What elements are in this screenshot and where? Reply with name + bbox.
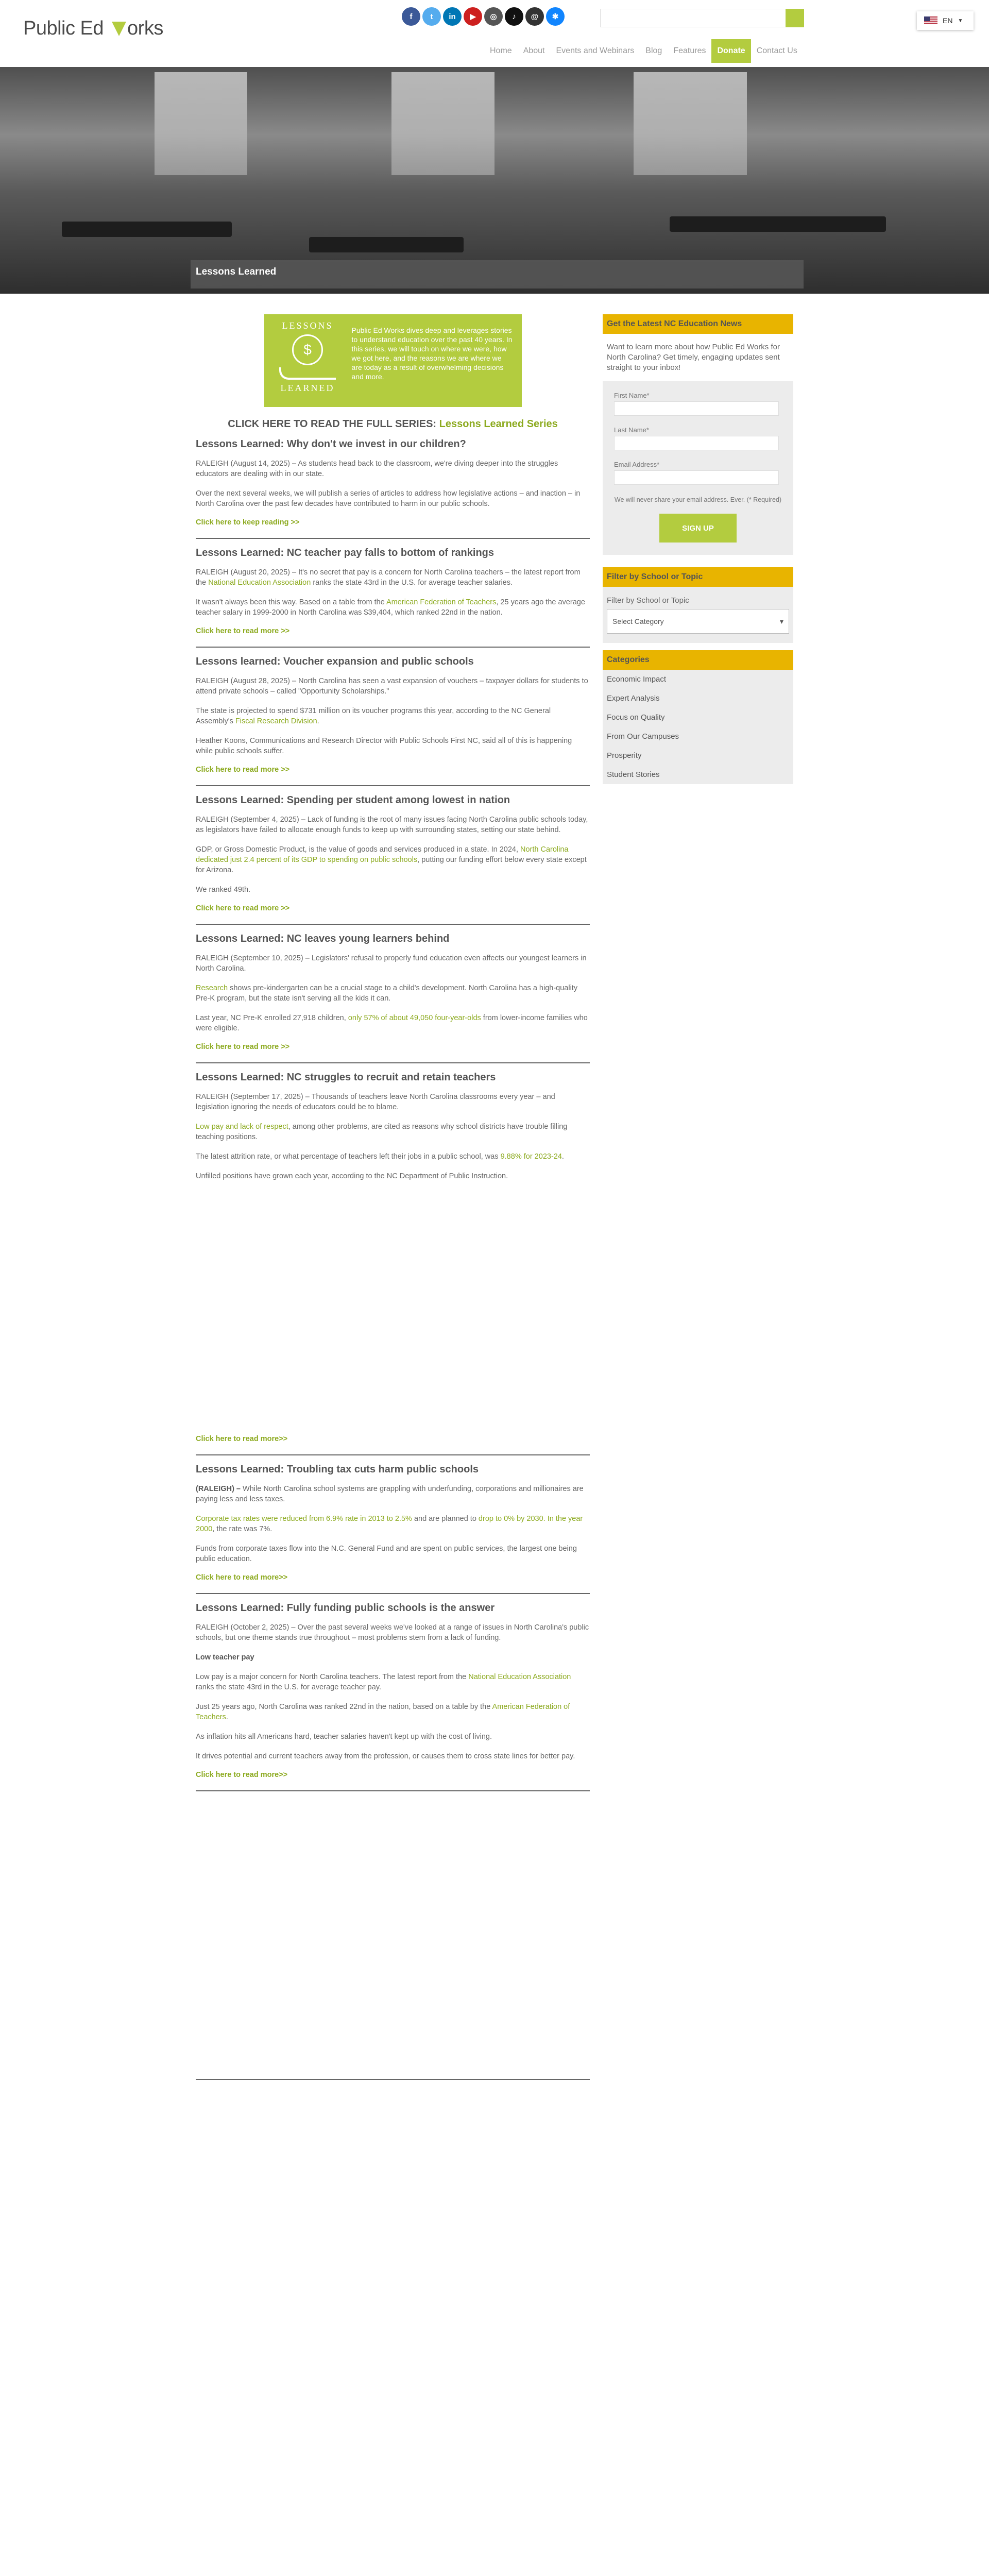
- post-paragraph: [196, 1013, 590, 1033]
- post-paragraph: [196, 1544, 590, 1564]
- email-field[interactable]: [614, 470, 779, 485]
- read-more-link[interactable]: Click here to read more >>: [196, 1043, 290, 1051]
- text-run: Funds from corporate taxes flow into the N.C. General Fund and are spent on public services, the largest one being public education.: [196, 1545, 577, 1563]
- post-paragraph: [196, 953, 590, 974]
- read-more-link[interactable]: Click here to read more >>: [196, 627, 290, 635]
- text-run: shows pre-kindergarten can be a crucial stage to a child's development. North Carolina has a high-quality Pre-K program, but the state isn't serving all the kids it can.: [196, 984, 578, 1003]
- text-run: , 25 years ago the average teacher salary in 1999-2000 in North Carolina was $39,404, which ranked 22nd in the nation.: [196, 598, 585, 617]
- category-item[interactable]: Focus on Quality: [607, 713, 665, 722]
- post-title[interactable]: Lessons Learned: NC teacher pay falls to bottom of rankings: [196, 547, 494, 558]
- full-series-heading: CLICK HERE TO READ THE FULL SERIES: Lessons Learned Series: [228, 418, 558, 430]
- nav-item-contact-us[interactable]: Contact Us: [756, 46, 797, 55]
- post-paragraph: [196, 1151, 590, 1162]
- hero-window: [391, 72, 494, 175]
- tiktok-icon[interactable]: ♪: [505, 7, 523, 26]
- category-item[interactable]: Student Stories: [607, 770, 660, 779]
- inline-link[interactable]: drop to 0% by 2030. In the year 2000: [196, 1515, 583, 1533]
- lessons-learned-seal: LESSONS $ LEARNED: [270, 320, 345, 401]
- post-paragraph: [196, 488, 590, 509]
- post-paragraph: [196, 1652, 590, 1663]
- last-name-label: Last Name*: [614, 426, 649, 434]
- post-paragraph: [196, 567, 590, 588]
- inline-link[interactable]: only 57% of about 49,050 four-year-olds: [348, 1014, 481, 1022]
- full-series-link[interactable]: Lessons Learned Series: [439, 418, 558, 430]
- text-run: RALEIGH (August 14, 2025) – As students head back to the classroom, we're diving deeper into the struggles educators are dealing with in our state.: [196, 460, 558, 478]
- text-run: .: [317, 717, 319, 725]
- text-run: GDP, or Gross Domestic Product, is the value of goods and services produced in a state. In 2024,: [196, 845, 521, 854]
- filter-widget: [603, 567, 793, 643]
- category-item[interactable]: From Our Campuses: [607, 732, 679, 741]
- post-paragraph: [196, 885, 590, 895]
- text-run: Heather Koons, Communications and Research Director with Public Schools First NC, said all of this is happening while public schools suffer.: [196, 737, 572, 755]
- text-run: .: [226, 1713, 228, 1721]
- hero-window: [155, 72, 247, 175]
- email-label: Email Address*: [614, 461, 660, 468]
- read-more-link[interactable]: Click here to read more>>: [196, 1771, 288, 1779]
- post-title[interactable]: Lessons learned: Voucher expansion and public schools: [196, 656, 474, 667]
- sign-up-button[interactable]: SIGN UP: [659, 514, 737, 543]
- inline-link[interactable]: American Federation of Teachers: [386, 598, 497, 606]
- text-run: We ranked 49th.: [196, 886, 251, 894]
- instagram-icon[interactable]: ◎: [484, 7, 503, 26]
- text-run: .: [561, 1153, 564, 1161]
- text-run: from lower-income families who were eligible.: [196, 1014, 588, 1032]
- category-list: [603, 670, 793, 784]
- text-run: The latest attrition rate, or what percentage of teachers left their jobs in a public school, was: [196, 1153, 501, 1161]
- nav-item-donate[interactable]: Donate: [711, 39, 751, 63]
- series-banner[interactable]: [264, 314, 522, 407]
- nav-item-about[interactable]: About: [523, 46, 545, 55]
- text-run: Over the next several weeks, we will publish a series of articles to address how legislative actions – and inaction – in North Carolina over the past few decades have contributed to harm in our public schools.: [196, 489, 581, 508]
- post-paragraph: [196, 1122, 590, 1142]
- youtube-icon[interactable]: ▶: [464, 7, 482, 26]
- dollar-icon: $: [292, 334, 323, 365]
- nav-item-events-and-webinars[interactable]: Events and Webinars: [556, 46, 635, 55]
- inline-link[interactable]: Fiscal Research Division: [235, 717, 317, 725]
- text-run: ranks the state 43rd in the U.S. for average teacher salaries.: [311, 579, 513, 587]
- inline-link[interactable]: Corporate tax rates were reduced from 6.9% rate in 2013 to 2.5%: [196, 1515, 412, 1523]
- text-run: , the rate was 7%.: [212, 1525, 272, 1533]
- last-name-field[interactable]: [614, 436, 779, 450]
- chevron-down-icon: ▼: [958, 18, 963, 24]
- filter-label: Filter by School or Topic: [607, 596, 689, 605]
- post-paragraph: [196, 844, 590, 875]
- inline-link[interactable]: North Carolina dedicated just 2.4 percent of its GDP to spending on public schools: [196, 845, 569, 864]
- banner-text: Public Ed Works dives deep and leverages stories to understand education over the past 40 years. In this series, we will touch on where we were, how we got here, and the reasons we are where we are today as a result of overwhelming decisions and more.: [351, 326, 513, 381]
- text-run: , among other problems, are cited as reasons why school districts have trouble filling teaching positions.: [196, 1123, 568, 1141]
- blog-post: [196, 786, 590, 925]
- post-paragraph: [196, 983, 590, 1004]
- category-item[interactable]: Prosperity: [607, 751, 642, 760]
- text-run: As inflation hits all Americans hard, teacher salaries haven't kept up with the cost of living.: [196, 1733, 492, 1741]
- text-run: ranks the state 43rd in the U.S. for average teacher pay.: [196, 1683, 382, 1691]
- search-input[interactable]: [600, 9, 791, 27]
- text-run: Last year, NC Pre-K enrolled 27,918 children,: [196, 1014, 348, 1022]
- inline-link[interactable]: 9.88% for 2023-24: [500, 1153, 562, 1161]
- sidebar: [603, 314, 793, 784]
- category-item[interactable]: Economic Impact: [607, 675, 667, 684]
- bold-text: Low teacher pay: [196, 1653, 254, 1662]
- post-title[interactable]: Lessons Learned: Fully funding public schools is the answer: [196, 1602, 495, 1614]
- site-header: [0, 0, 989, 67]
- text-run: RALEIGH (September 17, 2025) – Thousands of teachers leave North Carolina classrooms every year – and legislation ignoring the needs of educators could be to blame.: [196, 1093, 555, 1111]
- post-paragraph: [196, 1092, 590, 1112]
- categories-widget: [603, 650, 793, 784]
- post-paragraph: [196, 736, 590, 756]
- main-nav: [484, 39, 803, 63]
- text-run: RALEIGH (September 10, 2025) – Legislators' refusal to properly fund education even affects our youngest learners in North Carolina.: [196, 954, 587, 973]
- inline-link[interactable]: American Federation of Teachers: [196, 1703, 570, 1721]
- blog-post: [196, 430, 590, 539]
- text-run: Low pay is a major concern for North Carolina teachers. The latest report from the: [196, 1673, 469, 1681]
- us-flag-icon: [924, 16, 937, 25]
- bold-text: (RALEIGH) –: [196, 1485, 243, 1493]
- post-title[interactable]: Lessons Learned: Troubling tax cuts harm public schools: [196, 1464, 479, 1475]
- page-title: Lessons Learned: [196, 266, 277, 277]
- blog-post: [196, 648, 590, 786]
- post-title[interactable]: Lessons Learned: Why don't we invest in our children?: [196, 438, 466, 450]
- site-logo[interactable]: Public Ed orks: [23, 18, 163, 39]
- post-paragraph: [196, 459, 590, 479]
- nav-item-blog[interactable]: Blog: [645, 46, 662, 55]
- post-title[interactable]: Lessons Learned: Spending per student among lowest in nation: [196, 794, 510, 806]
- text-run: Unfilled positions have grown each year, according to the NC Department of Public Instruction.: [196, 1172, 508, 1180]
- post-paragraph: [196, 815, 590, 835]
- chevron-down-icon: ▾: [779, 617, 783, 625]
- hero-banner: [0, 67, 989, 294]
- inline-link[interactable]: Low pay and lack of respect: [196, 1123, 288, 1131]
- inline-link[interactable]: Research: [196, 984, 228, 992]
- blog-post: [196, 1455, 590, 1594]
- first-name-field[interactable]: [614, 401, 779, 416]
- post-paragraph: [196, 1672, 590, 1692]
- post-paragraph: [196, 1514, 590, 1534]
- text-run: and are planned to: [412, 1515, 479, 1523]
- text-run: RALEIGH (September 4, 2025) – Lack of funding is the root of many issues facing North Carolina public schools today, as legislators have failed to allocate enough funds to keep up with surrounding states, setting our state behind.: [196, 816, 588, 834]
- twitter-icon[interactable]: t: [422, 7, 441, 26]
- linkedin-icon[interactable]: in: [443, 7, 462, 26]
- post-paragraph: [196, 1484, 590, 1504]
- first-name-label: First Name*: [614, 392, 650, 399]
- hero-desk: [670, 216, 886, 232]
- post-paragraph: [196, 1732, 590, 1742]
- post-title[interactable]: Lessons Learned: NC struggles to recruit and retain teachers: [196, 1072, 496, 1083]
- category-select[interactable]: Select Category ▾: [607, 609, 789, 634]
- threads-icon[interactable]: @: [525, 7, 544, 26]
- post-list: [196, 430, 590, 2080]
- blog-post: [196, 1594, 590, 1791]
- text-run: Just 25 years ago, North Carolina was ranked 22nd in the nation, based on a table by the: [196, 1703, 492, 1711]
- text-run: The state is projected to spend $731 million on its voucher programs this year, according to the NC General Assembly's: [196, 707, 551, 725]
- category-item[interactable]: Expert Analysis: [607, 694, 660, 703]
- post-title[interactable]: Lessons Learned: NC leaves young learners behind: [196, 933, 450, 944]
- inline-link[interactable]: National Education Association: [468, 1673, 571, 1681]
- text-run: , putting our funding effort below every state except for Arizona.: [196, 856, 587, 874]
- signup-form: [603, 381, 793, 555]
- post-paragraph: [196, 1622, 590, 1643]
- post-paragraph: [196, 1171, 590, 1181]
- read-more-link[interactable]: Click here to read more>>: [196, 1573, 288, 1582]
- logo-triangle-icon: [112, 22, 126, 36]
- read-more-link[interactable]: Click here to read more >>: [196, 766, 290, 774]
- nav-item-features[interactable]: Features: [673, 46, 706, 55]
- language-selector[interactable]: EN ▼: [917, 11, 974, 30]
- newsletter-text: Want to learn more about how Public Ed Works for North Carolina? Get timely, engaging updates sent straight to your inbox!: [607, 343, 780, 372]
- filter-title: Filter by School or Topic: [603, 567, 793, 587]
- post-paragraph: [196, 597, 590, 618]
- hand-icon: [279, 367, 336, 380]
- page-title-bar: [191, 260, 804, 289]
- bluesky-icon[interactable]: ✱: [546, 7, 565, 26]
- text-run: RALEIGH (October 2, 2025) – Over the past several weeks we've looked at a range of issues in North Carolina's public schools, but one theme stands true throughout – most problems stem from a lack of funding.: [196, 1623, 589, 1642]
- social-links: [402, 7, 565, 26]
- text-run: RALEIGH (August 20, 2025) – It's no secret that pay is a concern for North Carolina teachers – the latest report from the: [196, 568, 581, 587]
- post-list-end-spacer: [196, 1791, 590, 2080]
- blog-post: [196, 539, 590, 648]
- hero-desk: [309, 237, 464, 252]
- blog-post: [196, 925, 590, 1063]
- hero-desk: [62, 222, 232, 237]
- newsletter-title: Get the Latest NC Education News: [603, 314, 793, 334]
- text-run: RALEIGH (August 28, 2025) – North Carolina has seen a vast expansion of vouchers – taxpayer dollars for students to attend private schools – called "Opportunity Scholarships.": [196, 677, 588, 696]
- read-more-link[interactable]: Click here to read more >>: [196, 904, 290, 912]
- text-run: It wasn't always been this way. Based on a table from the: [196, 598, 387, 606]
- post-paragraph: [196, 1751, 590, 1761]
- blog-post: [196, 1063, 590, 1455]
- facebook-icon[interactable]: f: [402, 7, 420, 26]
- read-more-link[interactable]: Click here to read more>>: [196, 1435, 288, 1443]
- nav-item-home[interactable]: Home: [490, 46, 512, 55]
- text-run: While North Carolina school systems are grappling with underfunding, corporations and millionaires are paying less and less taxes.: [196, 1485, 584, 1503]
- post-paragraph: [196, 706, 590, 726]
- post-paragraph: [196, 1702, 590, 1722]
- post-spacer: [196, 1191, 590, 1433]
- categories-title: Categories: [603, 650, 793, 670]
- read-more-link[interactable]: Click here to keep reading >>: [196, 518, 300, 527]
- text-run: It drives potential and current teachers away from the profession, or causes them to cross state lines for better pay.: [196, 1752, 575, 1760]
- search-button[interactable]: [786, 9, 804, 27]
- main-content: [196, 314, 590, 2080]
- post-paragraph: [196, 676, 590, 697]
- inline-link[interactable]: National Education Association: [208, 579, 311, 587]
- privacy-note: We will never share your email address. Ever. (* Required): [614, 496, 782, 503]
- hero-window: [634, 72, 747, 175]
